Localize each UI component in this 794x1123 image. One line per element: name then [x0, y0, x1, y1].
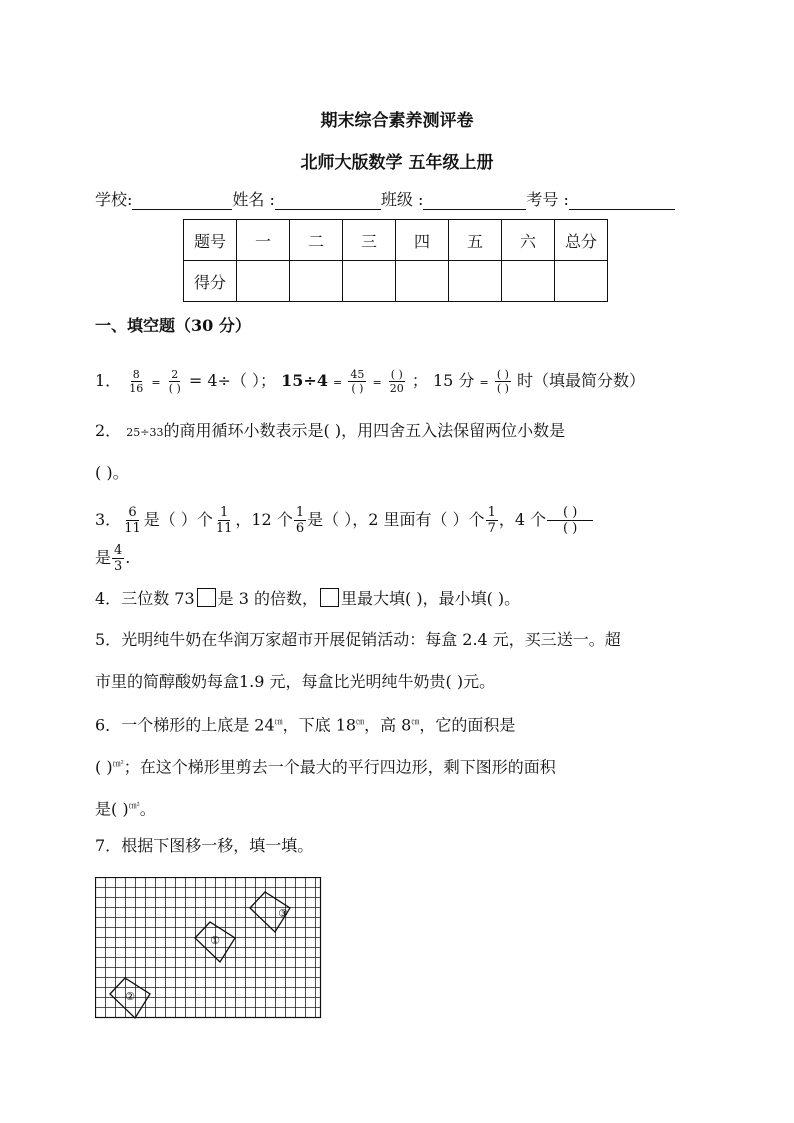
score-cell[interactable]	[555, 261, 608, 302]
score-header-cell: 二	[290, 220, 343, 261]
fraction: $\frac{2}{( )}$	[168, 368, 181, 395]
question-text: 时（填最简分数）	[517, 371, 646, 390]
question-6-line2	[95, 754, 556, 777]
grid-figure	[95, 877, 322, 1019]
question-text: ；	[411, 371, 428, 390]
class-label: 班级 :	[380, 190, 424, 209]
equals-sign: =	[151, 376, 161, 389]
question-2-line2: ( )。	[95, 463, 129, 482]
question-number: 4．	[95, 589, 122, 608]
question-text: 15÷4	[281, 371, 328, 390]
question-3-line2	[95, 543, 130, 574]
page-subtitle: 北师大版数学 五年级上册	[300, 153, 494, 173]
question-text: 根据下图移一移，填一填。	[121, 836, 314, 855]
question-text: = 4÷（ ）；	[188, 371, 277, 390]
question-text: 里最大填( )，最小填( )。	[341, 589, 521, 608]
score-header-cell: 五	[449, 220, 502, 261]
question-text: 三位数 73	[121, 589, 195, 608]
score-cell[interactable]	[343, 261, 396, 302]
question-text: 是（ ）个	[143, 510, 213, 529]
question-3	[95, 505, 594, 536]
unit-cm2: ㎝²	[128, 801, 140, 810]
fraction: $\frac{1}{6}$	[295, 505, 305, 536]
question-7	[95, 836, 313, 856]
question-text: ，4 个	[498, 510, 547, 529]
question-text: ，12 个	[235, 510, 293, 529]
school-label: 学校:	[95, 190, 133, 209]
school-blank[interactable]	[132, 191, 232, 210]
question-text: 是 3 的倍数，	[217, 589, 318, 608]
question-5-line2: 市里的简醇酸奶每盒1.9 元，每盒比光明纯牛奶贵( )元。	[95, 672, 496, 691]
blank-square[interactable]	[197, 588, 216, 607]
question-text: 光明纯牛奶在华润万家超市开展促销活动：每盒 2.4 元，买三送一。超	[121, 630, 621, 649]
question-1	[95, 368, 645, 395]
question-text: ；在这个梯形里剪去一个最大的平行四边形，剩下图形的面积	[123, 757, 556, 777]
score-header-cell: 总分	[555, 220, 608, 261]
score-header-cell: 四	[396, 220, 449, 261]
question-number: 5．	[95, 630, 122, 649]
exam-no-blank[interactable]	[569, 191, 675, 210]
shape-1-label: ①	[210, 934, 220, 947]
unit-cm2: ㎝²	[112, 759, 124, 768]
fraction: $\frac{1}{7}$	[487, 505, 496, 536]
shape-2-label: ②	[125, 990, 135, 1003]
exam-no-label: 考号 :	[526, 190, 569, 209]
unit-cm: ㎝	[356, 717, 365, 726]
unit-cm: ㎝	[411, 717, 420, 726]
fraction: $\frac{( )}{20}$	[389, 368, 404, 395]
question-2	[95, 421, 565, 443]
fraction: $\frac{6}{11}$	[124, 505, 141, 536]
question-number: 6．	[95, 715, 122, 735]
question-6	[95, 712, 515, 735]
question-5	[95, 630, 621, 650]
equals-sign: =	[479, 376, 489, 389]
question-text: 15 分	[432, 371, 475, 390]
page-title: 期末综合素养测评卷	[320, 111, 474, 131]
score-header-row	[184, 220, 608, 261]
question-6-line3	[95, 796, 156, 819]
question-text: ，下底 18	[282, 715, 357, 735]
fraction: $\frac{8}{16}$	[129, 368, 144, 395]
fraction: $\frac{( )}{( )}$	[547, 505, 593, 536]
class-blank[interactable]	[423, 191, 526, 210]
question-text: 是	[95, 548, 112, 567]
answer-blank: ( )	[95, 757, 113, 777]
question-text: ，高 8	[364, 715, 412, 735]
shape-3-label: ③	[278, 907, 288, 920]
score-table	[183, 219, 608, 302]
fraction: $\frac{4}{3}$	[114, 543, 123, 574]
fraction: $\frac{45}{( )}$	[350, 368, 365, 395]
unit-cm: ㎝	[274, 717, 283, 726]
expression: 25÷33	[126, 426, 164, 439]
name-blank[interactable]	[275, 191, 381, 210]
score-value-row	[184, 261, 608, 302]
score-cell[interactable]	[502, 261, 555, 302]
question-number: 3．	[95, 510, 122, 529]
score-cell[interactable]	[396, 261, 449, 302]
question-4	[95, 588, 520, 609]
answer-blank: 是( )	[95, 799, 129, 819]
score-cell[interactable]	[290, 261, 343, 302]
name-label: 姓名 :	[232, 190, 275, 209]
fraction: $\frac{1}{11}$	[215, 505, 233, 536]
question-text: 是（ ），2 里面有（ ）个	[307, 510, 485, 529]
question-text: .	[125, 548, 131, 567]
score-cell[interactable]	[449, 261, 502, 302]
score-cell[interactable]	[237, 261, 290, 302]
question-number: 7．	[95, 836, 122, 855]
blank-square[interactable]	[320, 588, 339, 607]
question-text: 一个梯形的上底是 24	[121, 715, 275, 735]
score-header-cell: 一	[237, 220, 290, 261]
equals-sign: =	[372, 376, 382, 389]
question-text: ，它的面积是	[419, 715, 516, 735]
question-text: 。	[139, 799, 156, 819]
score-header-cell: 六	[502, 220, 555, 261]
fraction: $\frac{( )}{( )}$	[496, 368, 509, 395]
score-header-cell: 题号	[184, 220, 237, 261]
student-info-row	[95, 187, 705, 210]
question-text: 的商用循环小数表示是( )，用四舍五入法保留两位小数是	[163, 421, 566, 440]
question-number: 2．	[95, 421, 122, 440]
equals-sign: =	[333, 376, 343, 389]
question-number: 1．	[95, 371, 122, 390]
score-header-cell: 三	[343, 220, 396, 261]
section-heading: 一、填空题（30 分）	[95, 316, 251, 335]
score-row-label: 得分	[184, 261, 237, 302]
